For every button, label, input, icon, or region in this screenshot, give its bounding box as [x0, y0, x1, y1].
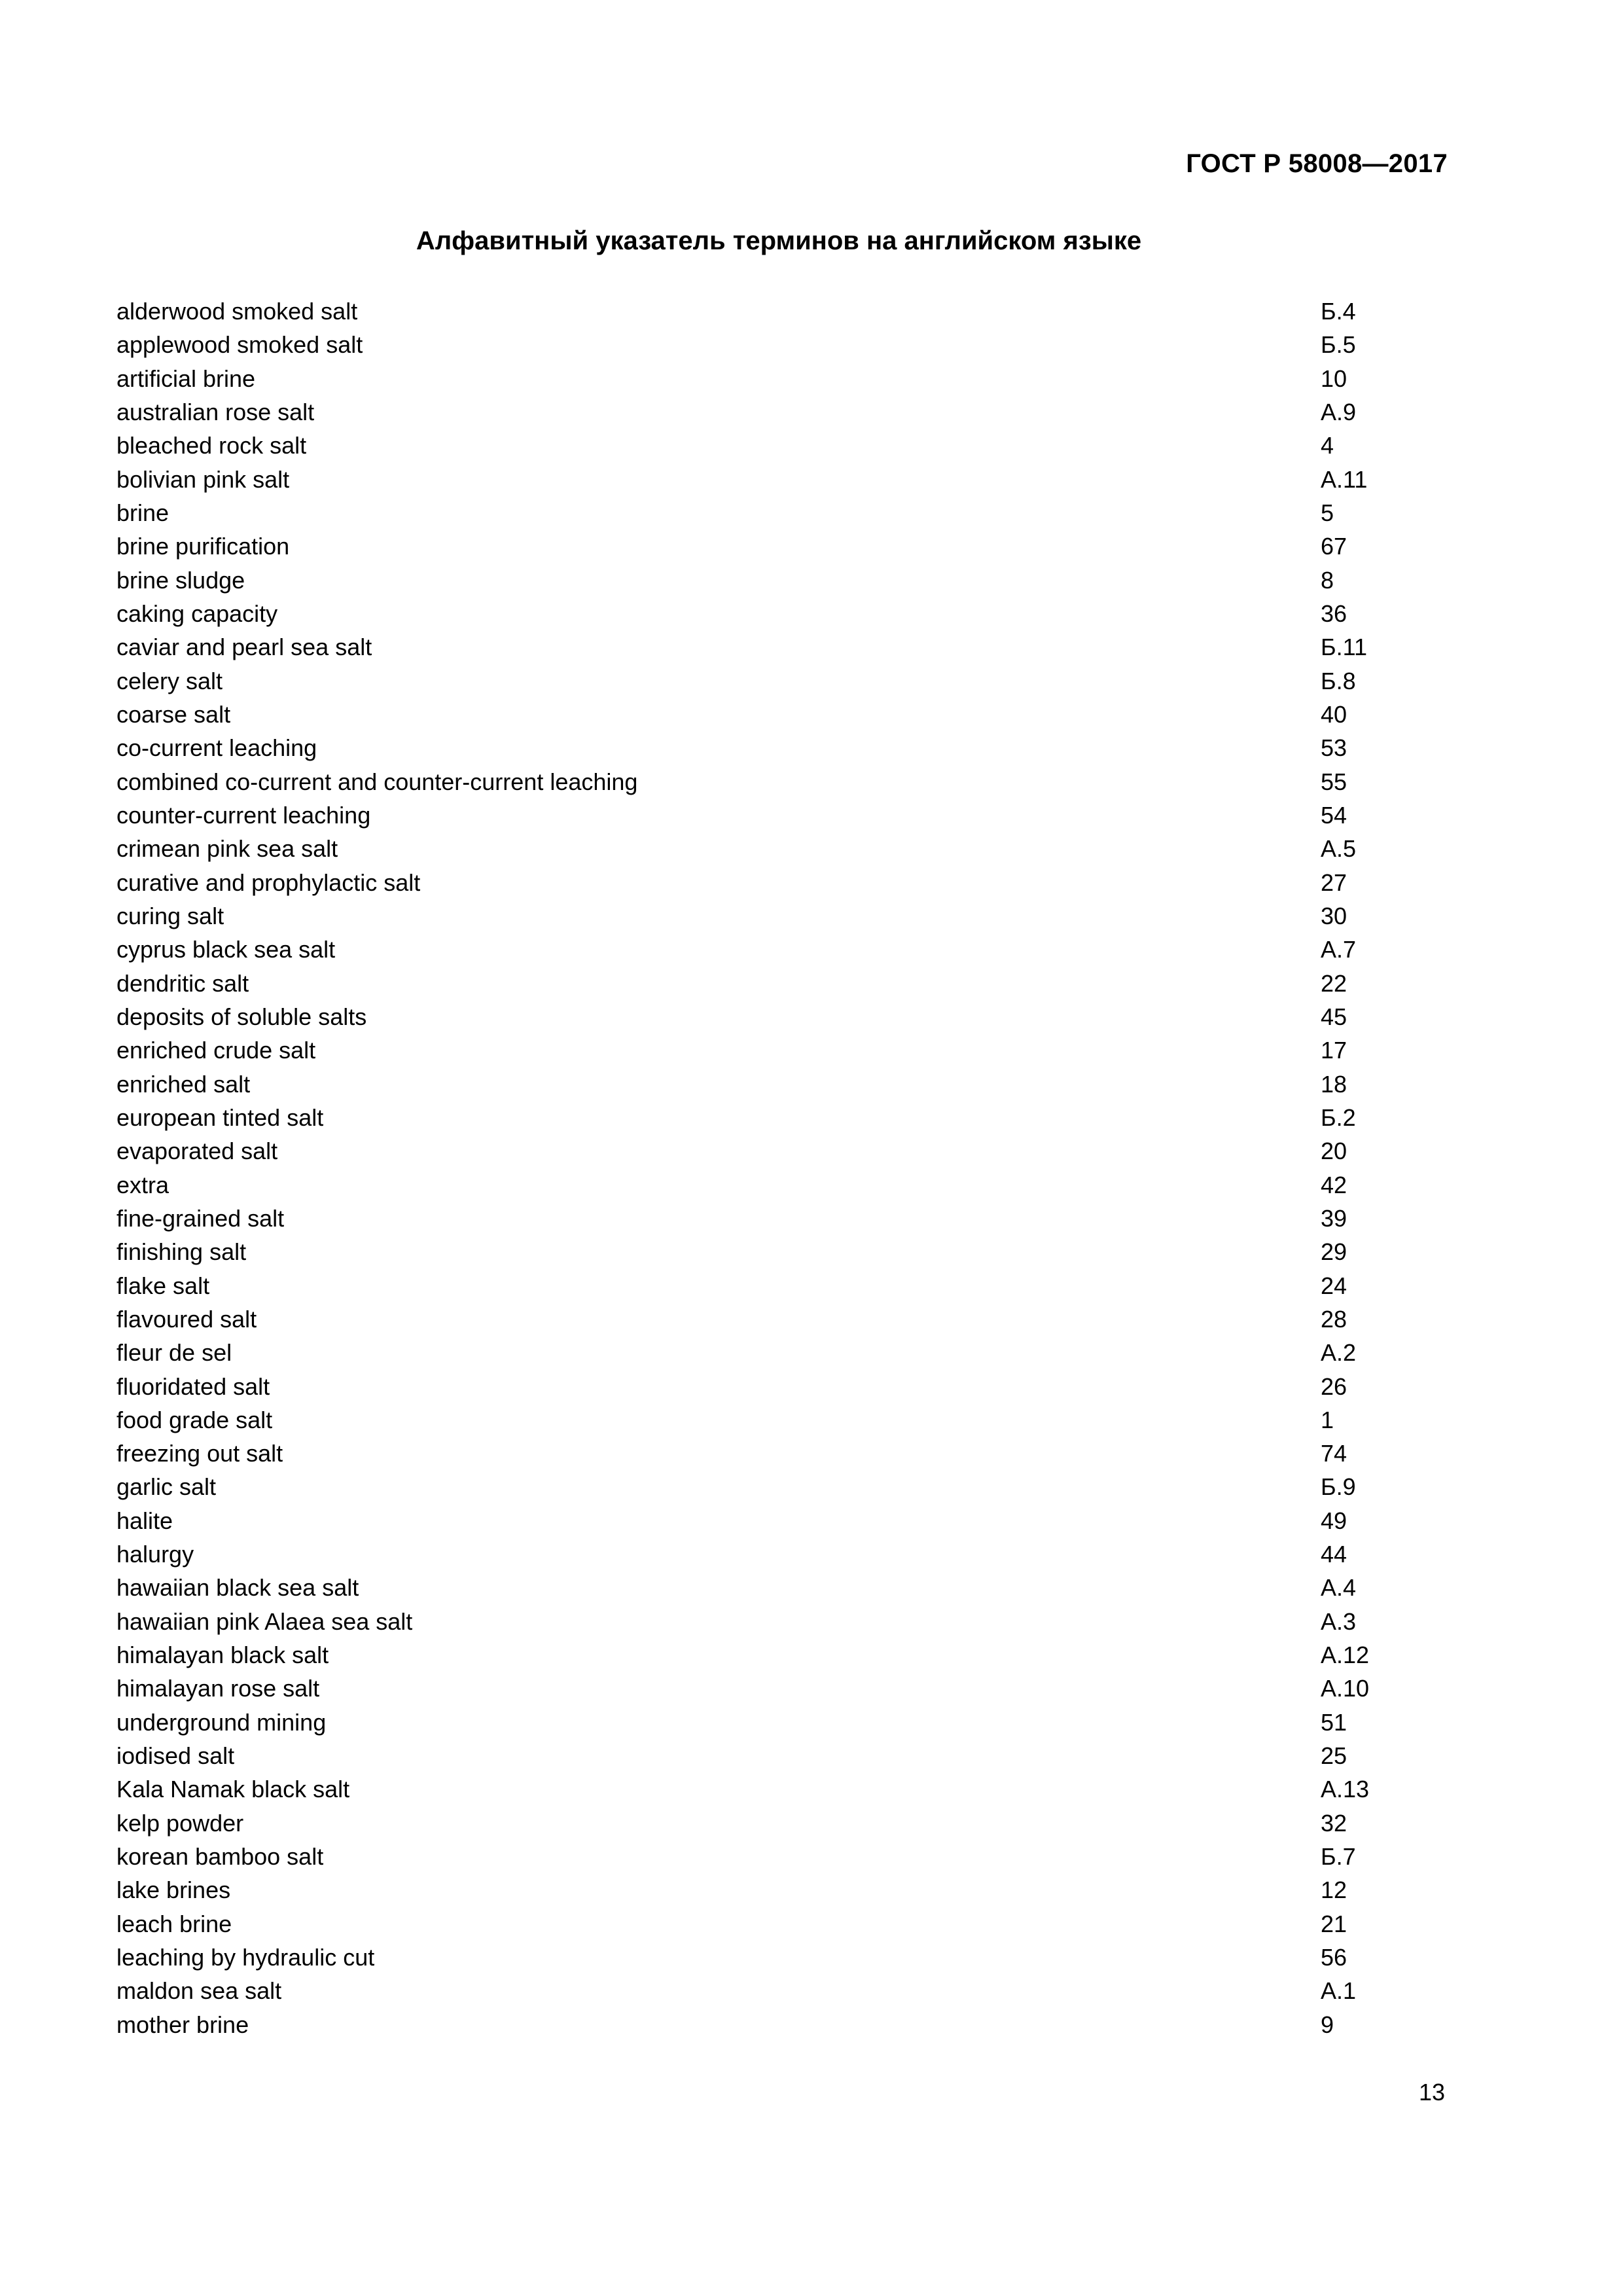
- entry-reference: 40: [1321, 700, 1347, 728]
- index-entry: [116, 1370, 1425, 1403]
- entry-term: celery salt: [116, 667, 223, 694]
- entry-term: fine-grained salt: [116, 1204, 285, 1232]
- entry-reference: Б.7: [1321, 1843, 1356, 1871]
- entry-term: dendritic salt: [116, 969, 249, 997]
- entry-term: leach brine: [116, 1910, 232, 1937]
- entry-term: brine purification: [116, 533, 290, 560]
- entry-reference: 5: [1321, 499, 1334, 526]
- entry-reference: Б.8: [1321, 667, 1356, 694]
- entry-term: brine sludge: [116, 566, 245, 594]
- entry-reference: 4: [1321, 432, 1334, 459]
- index-entry: [116, 295, 1425, 328]
- entry-term: crimean pink sea salt: [116, 835, 338, 863]
- entry-term: food grade salt: [116, 1406, 273, 1433]
- index-entry: [116, 1638, 1425, 1672]
- entry-reference: 22: [1321, 969, 1347, 997]
- index-entry: [116, 328, 1425, 361]
- entry-term: australian rose salt: [116, 398, 315, 425]
- entry-term: combined co-current and counter-current leaching: [116, 768, 638, 795]
- entry-reference: 25: [1321, 1742, 1347, 1770]
- index-entry: [116, 1202, 1425, 1235]
- entry-term: extra: [116, 1171, 169, 1198]
- entry-term: brine: [116, 499, 169, 526]
- index-entry: [116, 1000, 1425, 1033]
- entry-reference: 53: [1321, 734, 1347, 762]
- index-entry: [116, 1571, 1425, 1604]
- entry-reference: Б.5: [1321, 331, 1356, 359]
- index-entry: [116, 395, 1425, 429]
- entry-term: himalayan rose salt: [116, 1675, 320, 1702]
- index-entry: [116, 1101, 1425, 1134]
- entry-reference: А.10: [1321, 1675, 1370, 1702]
- entry-reference: 39: [1321, 1204, 1347, 1232]
- index-entry: [116, 1168, 1425, 1202]
- entry-term: co-current leaching: [116, 734, 317, 762]
- index-entry: [116, 798, 1425, 832]
- entry-reference: 42: [1321, 1171, 1347, 1198]
- index-entry: [116, 731, 1425, 764]
- entry-reference: А.12: [1321, 1641, 1370, 1669]
- entry-reference: 55: [1321, 768, 1347, 795]
- entry-reference: 26: [1321, 1372, 1347, 1400]
- entry-term: bleached rock salt: [116, 432, 307, 459]
- entry-reference: 30: [1321, 902, 1347, 929]
- document-number: ГОСТ Р 58008—2017: [1186, 149, 1448, 178]
- entry-reference: Б.11: [1321, 634, 1367, 661]
- index-entry: [116, 1067, 1425, 1101]
- entry-term: european tinted salt: [116, 1103, 324, 1131]
- entry-reference: А.13: [1321, 1776, 1370, 1803]
- entry-term: fluoridated salt: [116, 1372, 270, 1400]
- entry-reference: 36: [1321, 600, 1347, 627]
- index-entry: [116, 496, 1425, 529]
- index-entry: [116, 1974, 1425, 2007]
- index-entry: [116, 529, 1425, 563]
- entry-reference: 51: [1321, 1708, 1347, 1736]
- index-entry: [116, 899, 1425, 933]
- entry-term: alderwood smoked salt: [116, 298, 358, 325]
- entry-term: maldon sea salt: [116, 1977, 282, 2005]
- entry-reference: 28: [1321, 1305, 1347, 1333]
- entry-reference: А.4: [1321, 1574, 1357, 1602]
- entry-term: lake brines: [116, 1876, 231, 1904]
- index-entry: [116, 1302, 1425, 1336]
- index-entry: [116, 1336, 1425, 1369]
- entry-term: fleur de sel: [116, 1339, 232, 1367]
- index-entry: [116, 1840, 1425, 1873]
- index-entry: [116, 933, 1425, 966]
- index-entry: [116, 630, 1425, 664]
- entry-term: curing salt: [116, 902, 224, 929]
- entry-term: iodised salt: [116, 1742, 235, 1770]
- entry-reference: А.9: [1321, 398, 1357, 425]
- page-title: Алфавитный указатель терминов на английском языке: [416, 226, 1142, 255]
- entry-reference: 12: [1321, 1876, 1347, 1904]
- page-number: 13: [1418, 2079, 1445, 2106]
- index-entry: [116, 698, 1425, 731]
- index-entry: [116, 664, 1425, 698]
- index-entry: [116, 1672, 1425, 1705]
- entry-reference: Б.2: [1321, 1103, 1356, 1131]
- entry-term: coarse salt: [116, 700, 231, 728]
- index-entry: [116, 2008, 1425, 2041]
- entry-term: korean bamboo salt: [116, 1843, 324, 1871]
- entry-reference: А.1: [1321, 1977, 1357, 2005]
- index-entry: [116, 1941, 1425, 1974]
- entry-term: mother brine: [116, 2011, 249, 2038]
- entry-reference: 49: [1321, 1507, 1347, 1534]
- entry-term: evaporated salt: [116, 1138, 278, 1165]
- entry-term: halite: [116, 1507, 173, 1534]
- entry-term: kelp powder: [116, 1809, 244, 1837]
- entry-reference: 54: [1321, 801, 1347, 829]
- index-entry: [116, 967, 1425, 1000]
- index-entry: [116, 1772, 1425, 1806]
- entry-reference: 1: [1321, 1406, 1334, 1433]
- entry-term: cyprus black sea salt: [116, 936, 336, 963]
- entry-term: halurgy: [116, 1541, 194, 1568]
- entry-term: artificial brine: [116, 365, 256, 392]
- entry-term: garlic salt: [116, 1473, 217, 1501]
- index-entry: [116, 1907, 1425, 1941]
- entry-reference: 29: [1321, 1238, 1347, 1266]
- entry-reference: 17: [1321, 1037, 1347, 1064]
- entry-term: underground mining: [116, 1708, 327, 1736]
- entry-reference: 8: [1321, 566, 1334, 594]
- entry-term: leaching by hydraulic cut: [116, 1944, 375, 1971]
- entry-reference: А.11: [1321, 465, 1368, 493]
- entry-reference: 21: [1321, 1910, 1347, 1937]
- entry-reference: 24: [1321, 1272, 1347, 1299]
- entry-reference: А.7: [1321, 936, 1357, 963]
- index-entry: [116, 1706, 1425, 1739]
- entry-term: enriched salt: [116, 1070, 251, 1098]
- entry-reference: Б.4: [1321, 298, 1356, 325]
- term-index-list: [116, 295, 1425, 2041]
- entry-term: enriched crude salt: [116, 1037, 316, 1064]
- entry-term: curative and prophylactic salt: [116, 869, 421, 896]
- index-entry: [116, 1134, 1425, 1168]
- index-entry: [116, 1806, 1425, 1840]
- index-entry: [116, 1269, 1425, 1302]
- index-entry: [116, 1470, 1425, 1503]
- entry-term: Kala Namak black salt: [116, 1776, 350, 1803]
- entry-reference: А.3: [1321, 1607, 1357, 1635]
- entry-reference: 32: [1321, 1809, 1347, 1837]
- entry-term: freezing out salt: [116, 1440, 283, 1467]
- index-entry: [116, 1504, 1425, 1537]
- index-entry: [116, 866, 1425, 899]
- index-entry: [116, 1605, 1425, 1638]
- entry-term: flavoured salt: [116, 1305, 257, 1333]
- index-entry: [116, 1033, 1425, 1067]
- index-entry: [116, 832, 1425, 865]
- entry-reference: Б.9: [1321, 1473, 1356, 1501]
- index-entry: [116, 1403, 1425, 1437]
- index-entry: [116, 1537, 1425, 1571]
- entry-term: finishing salt: [116, 1238, 247, 1266]
- index-entry: [116, 463, 1425, 496]
- entry-term: bolivian pink salt: [116, 465, 290, 493]
- entry-reference: 27: [1321, 869, 1347, 896]
- entry-term: counter-current leaching: [116, 801, 371, 829]
- entry-term: applewood smoked salt: [116, 331, 363, 359]
- entry-term: hawaiian black sea salt: [116, 1574, 359, 1602]
- entry-reference: 20: [1321, 1138, 1347, 1165]
- entry-reference: 44: [1321, 1541, 1347, 1568]
- entry-term: hawaiian pink Alaea sea salt: [116, 1607, 413, 1635]
- entry-term: caking capacity: [116, 600, 278, 627]
- entry-reference: 74: [1321, 1440, 1347, 1467]
- entry-term: deposits of soluble salts: [116, 1003, 367, 1030]
- entry-reference: 10: [1321, 365, 1347, 392]
- index-entry: [116, 1437, 1425, 1470]
- index-entry: [116, 362, 1425, 395]
- entry-term: flake salt: [116, 1272, 210, 1299]
- entry-reference: А.5: [1321, 835, 1357, 863]
- index-entry: [116, 429, 1425, 462]
- entry-term: himalayan black salt: [116, 1641, 329, 1669]
- index-entry: [116, 1235, 1425, 1268]
- entry-reference: 56: [1321, 1944, 1347, 1971]
- entry-reference: 9: [1321, 2011, 1334, 2038]
- index-entry: [116, 1873, 1425, 1907]
- entry-reference: А.2: [1321, 1339, 1357, 1367]
- index-entry: [116, 597, 1425, 630]
- index-entry: [116, 564, 1425, 597]
- index-entry: [116, 765, 1425, 798]
- entry-reference: 45: [1321, 1003, 1347, 1030]
- index-entry: [116, 1739, 1425, 1772]
- entry-term: caviar and pearl sea salt: [116, 634, 372, 661]
- entry-reference: 18: [1321, 1070, 1347, 1098]
- entry-reference: 67: [1321, 533, 1347, 560]
